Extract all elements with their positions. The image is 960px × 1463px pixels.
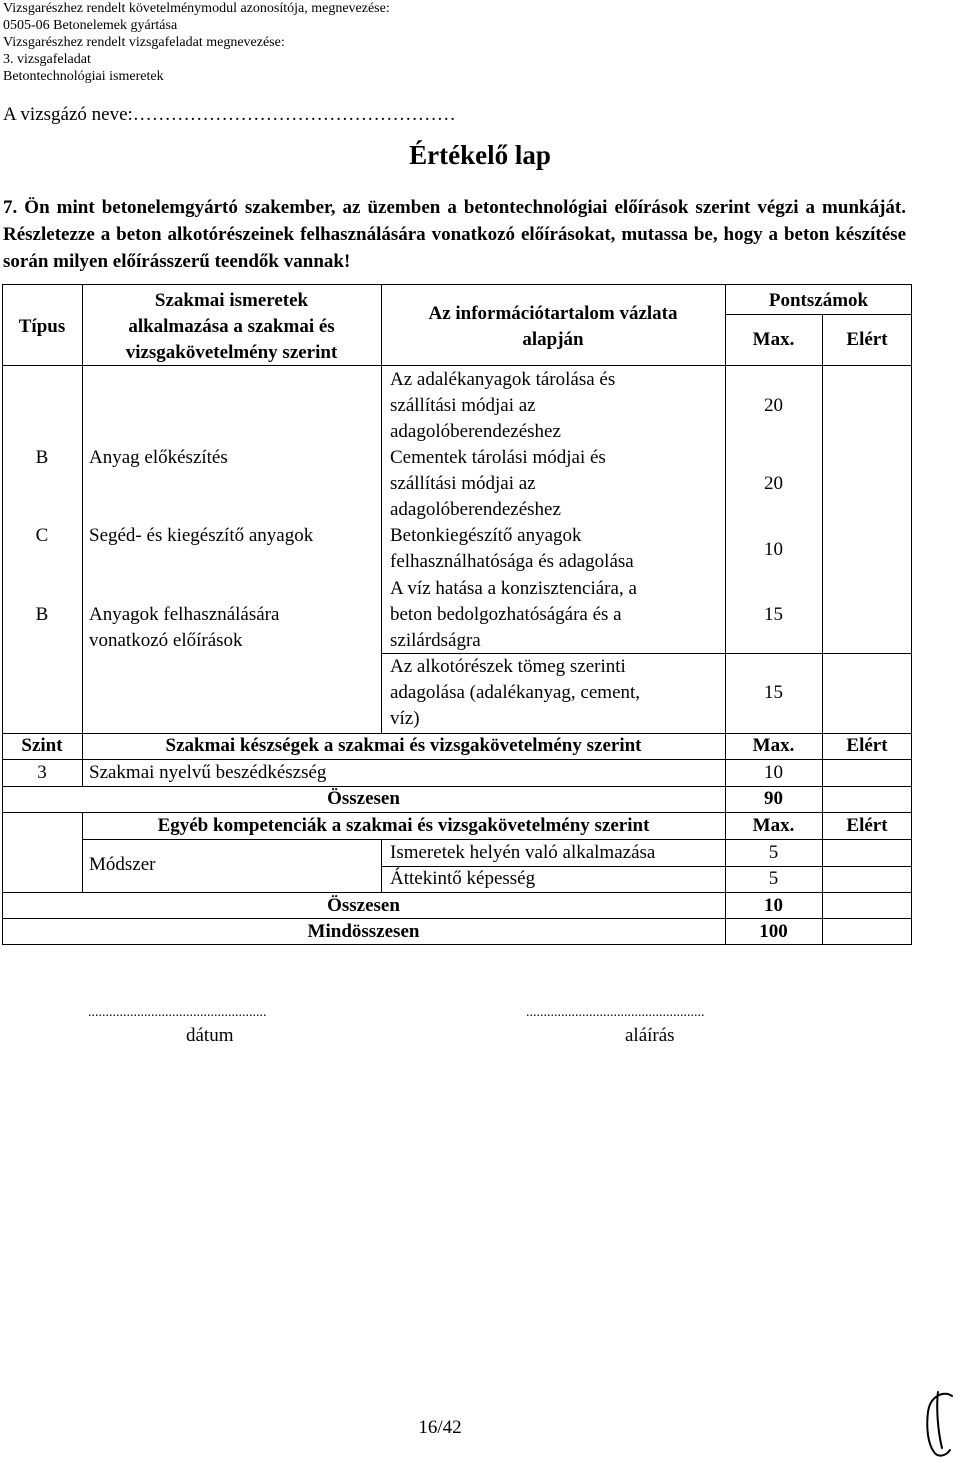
skills-section-title: Szakmai készségek a szakmai és vizsgakövetelmény szerint <box>165 735 642 756</box>
max-points: 20 <box>764 473 783 494</box>
method-label: Módszer <box>89 854 156 875</box>
row-skill: Anyag előkészítés <box>89 447 228 468</box>
row-type: C <box>35 525 49 546</box>
candidate-name-field: A vizsgázó neve:…………………………………………… <box>3 104 456 125</box>
total-value: 90 <box>764 788 783 809</box>
total-label: Összesen <box>327 788 400 809</box>
max-points: 15 <box>764 682 783 703</box>
method-item: Ismeretek helyén való alkalmazása <box>390 842 656 863</box>
achieved-header: Elért <box>846 815 888 836</box>
date-line: ................................................... <box>88 1005 267 1020</box>
info-item: Cementek tárolási módjai és szállítási módjai az adagolóberendezéshez <box>390 447 606 520</box>
level-header: Szint <box>21 735 63 756</box>
achieved-header: Elért <box>846 329 888 350</box>
max-points: 5 <box>768 842 779 863</box>
row-type: B <box>35 604 49 625</box>
max-points: 15 <box>764 604 783 625</box>
row-type: B <box>35 447 49 468</box>
skill-item: Szakmai nyelvű beszédkészség <box>89 762 327 783</box>
points-header: Pontszámok <box>768 290 869 311</box>
header-line-4: 3. vizsgafeladat <box>3 52 91 67</box>
header-line-2: 0505-06 Betonelemek gyártása <box>3 18 178 33</box>
max-points: 10 <box>764 539 783 560</box>
header-line-5: Betontechnológiai ismeretek <box>3 69 164 84</box>
row-skill: Segéd- és kiegészítő anyagok <box>89 525 314 546</box>
other-section-title: Egyéb kompetenciák a szakmai és vizsgakövetelmény szerint <box>157 815 650 836</box>
total-value: 10 <box>764 895 783 916</box>
header-line-3: Vizsgarészhez rendelt vizsgafeladat megnevezése: <box>3 35 285 50</box>
date-label: dátum <box>186 1025 234 1046</box>
info-item: Betonkiegészítő anyagok felhasználhatósága és adagolása <box>390 525 634 572</box>
page-title: Értékelő lap <box>409 140 551 170</box>
max-points: 5 <box>768 868 779 889</box>
signature-line: ................................................... <box>526 1005 705 1020</box>
col-skills-header: Szakmai ismeretek alkalmazása a szakmai és vizsgakövetelmény szerint <box>125 290 338 363</box>
max-header: Max. <box>752 815 795 836</box>
info-item: Az adalékanyagok tárolása és szállítási módjai az adagolóberendezéshez <box>390 369 616 442</box>
skill-level: 3 <box>37 762 47 783</box>
signature-label: aláírás <box>625 1025 675 1046</box>
method-item: Áttekintő képesség <box>390 868 536 889</box>
page-number: 16/42 <box>418 1417 462 1438</box>
grand-total-value: 100 <box>759 921 788 942</box>
grand-total-label: Mindösszesen <box>307 921 420 942</box>
info-item: A víz hatása a konzisztenciára, a beton bedolgozhatóságára és a szilárdságra <box>390 578 637 651</box>
achieved-header: Elért <box>846 735 888 756</box>
max-points: 20 <box>764 395 783 416</box>
header-line-1: Vizsgarészhez rendelt követelménymodul azonosítója, megnevezése: <box>3 1 390 16</box>
col-type-header: Típus <box>18 316 66 337</box>
max-header: Max. <box>752 735 795 756</box>
task-description: 7. Ön mint betonelemgyártó szakember, az üzemben a betontechnológiai előírások szerint végzi a munkáját. Részletezze a beton alkotórészeinek felhasználására vonatkozó előírásokat, mutassa be, hogy a beton készítése során milyen előírásszerű teendők vannak! <box>3 197 906 272</box>
max-points: 10 <box>764 762 783 783</box>
info-item: Az alkotórészek tömeg szerinti adagolása (adalékanyag, cement, víz) <box>390 656 641 729</box>
total-label: Összesen <box>327 895 400 916</box>
handwritten-initial <box>918 1388 958 1460</box>
col-info-header: Az információtartalom vázlata alapján <box>428 303 678 350</box>
max-header: Max. <box>752 329 795 350</box>
row-skill: Anyagok felhasználására vonatkozó előírások <box>89 604 280 651</box>
